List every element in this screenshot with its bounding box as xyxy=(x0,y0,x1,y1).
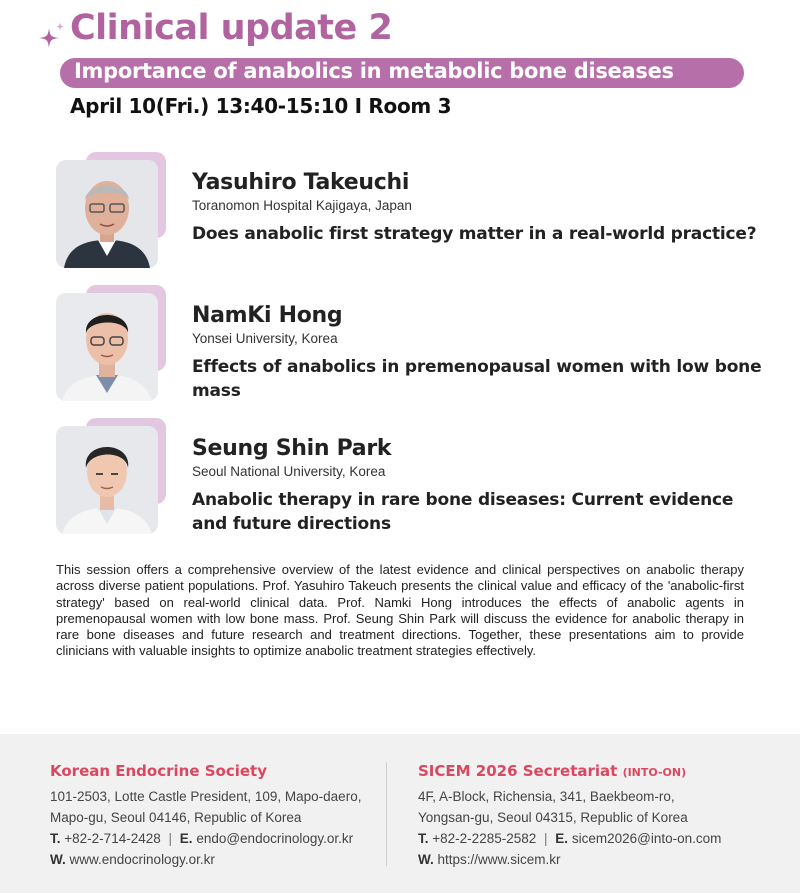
talk-title: Anabolic therapy in rare bone diseases: Current evidence and future directions xyxy=(192,490,734,534)
secretariat-company: (INTO-ON) xyxy=(622,766,687,779)
separator: | xyxy=(544,831,548,846)
session-datetime: April 10(Fri.) 13:40-15:10 I Room 3 xyxy=(70,94,452,118)
sparkle-icon xyxy=(36,22,66,52)
footer-divider xyxy=(386,762,387,866)
web-label: W. xyxy=(50,852,66,867)
email-label: E. xyxy=(179,831,193,846)
secretariat-name-line xyxy=(418,762,721,786)
secretariat-contact-line xyxy=(418,828,721,849)
speaker-photo-frame xyxy=(56,152,168,270)
speaker-affiliation: Yonsei University, Korea xyxy=(192,331,338,346)
talk-title: Effects of anabolics in premenopausal women with low bone mass xyxy=(192,357,762,401)
speaker-photo-frame xyxy=(56,418,168,536)
session-description: This session offers a comprehensive overview of the latest evidence and clinical perspectives on anabolic therapy across diverse patient populations. Prof. Yasuhiro Takeuch presents the clinical value and efficacy of the 'anabolic-first strategy' based on real-world clinical data. Prof. Namki Hong introduces the effects of anabolic agents in premenopausal women with low bone mass. Prof. Seung Shin Park will discuss the evidence for anabolic therapy in rare bone diseases and future research and treatment directions. Together, these presentations aim to provide clinicians with valuable insights to optimize anabolic treatment strategies effectively. xyxy=(56,562,744,659)
session-subtitle: Importance of anabolics in metabolic bone diseases xyxy=(74,59,674,83)
speaker-card xyxy=(0,418,800,538)
speaker-name: Seung Shin Park xyxy=(192,436,392,461)
speaker-photo xyxy=(56,293,158,401)
organizer-email[interactable]: endo@endocrinology.or.kr xyxy=(196,831,354,846)
organizer-address-line1: 101-2503, Lotte Castle President, 109, Mapo-daero, xyxy=(50,789,362,804)
organizer-phone[interactable]: +82-2-714-2428 xyxy=(64,831,161,846)
secretariat-website-link[interactable]: https://www.sicem.kr xyxy=(437,852,561,867)
talk-title: Does anabolic first strategy matter in a real-world practice? xyxy=(192,224,757,244)
organizer-address-line2: Mapo-gu, Seoul 04146, Republic of Korea xyxy=(50,810,302,825)
page-title: Clinical update 2 xyxy=(70,8,393,48)
secretariat-web-line xyxy=(418,849,721,870)
tel-label: T. xyxy=(50,831,61,846)
secretariat-address-line2: Yongsan-gu, Seoul 04315, Republic of Korea xyxy=(418,810,688,825)
speaker-photo xyxy=(56,160,158,268)
speaker-affiliation: Toranomon Hospital Kajigaya, Japan xyxy=(192,198,412,213)
organizer-web-line xyxy=(50,849,361,870)
speaker-card xyxy=(0,285,800,405)
speaker-card xyxy=(0,152,800,272)
tel-label: T. xyxy=(418,831,429,846)
separator: | xyxy=(168,831,173,846)
speaker-name: NamKi Hong xyxy=(192,303,343,328)
secretariat-email[interactable]: sicem2026@into-on.com xyxy=(571,831,722,846)
organizer-contact xyxy=(50,762,361,870)
speaker-name: Yasuhiro Takeuchi xyxy=(192,170,410,195)
secretariat-address-line1: 4F, A-Block, Richensia, 341, Baekbeom-ro, xyxy=(418,789,675,804)
footer xyxy=(0,734,800,893)
subtitle-banner xyxy=(60,58,744,88)
speaker-photo-frame xyxy=(56,285,168,403)
secretariat-phone[interactable]: +82-2-2285-2582 xyxy=(432,831,537,846)
secretariat-name: SICEM 2026 Secretariat xyxy=(418,762,618,780)
speaker-photo xyxy=(56,426,158,534)
organizer-name: Korean Endocrine Society xyxy=(50,762,267,780)
web-label: W. xyxy=(418,852,434,867)
email-label: E. xyxy=(555,831,569,846)
organizer-contact-line xyxy=(50,828,361,849)
secretariat-contact xyxy=(418,762,721,870)
speaker-affiliation: Seoul National University, Korea xyxy=(192,464,386,479)
organizer-website-link[interactable]: www.endocrinology.or.kr xyxy=(69,852,215,867)
